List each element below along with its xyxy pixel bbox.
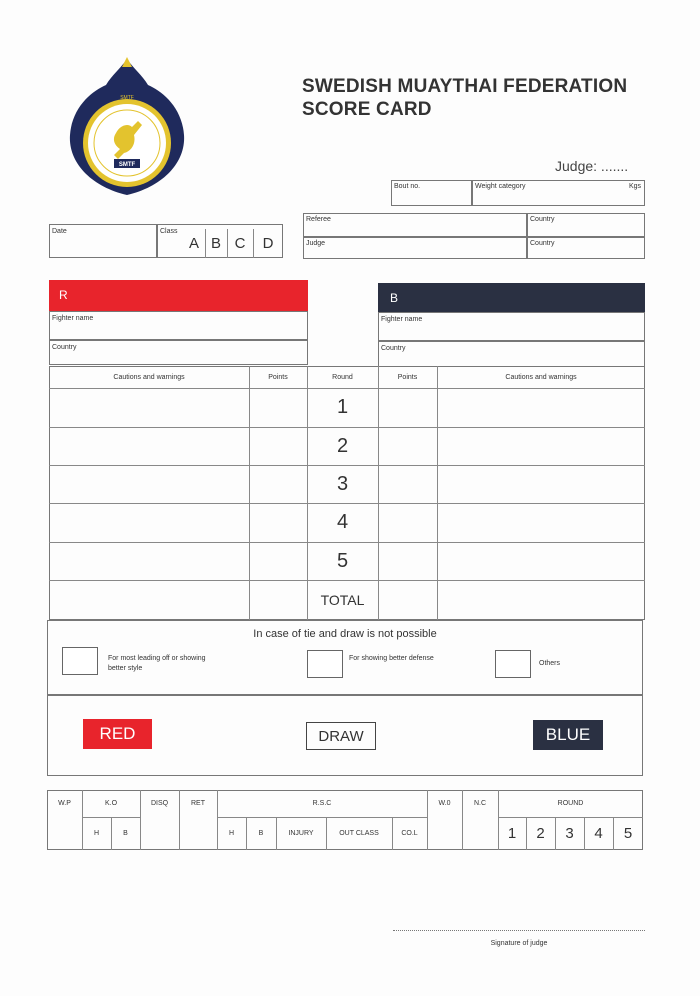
red-fighter-name-label: Fighter name bbox=[52, 315, 94, 322]
total-label: TOTAL bbox=[320, 592, 365, 608]
svg-text:SMTF: SMTF bbox=[120, 95, 134, 101]
outcome-wo[interactable]: W.0 bbox=[438, 800, 451, 807]
left-cautions-header: Cautions and warnings bbox=[113, 373, 185, 381]
weight-category-field[interactable] bbox=[472, 180, 645, 206]
red-fighter-name-field[interactable] bbox=[49, 311, 308, 340]
tie-option-defense-label: For showing better defense bbox=[349, 655, 434, 662]
bout-no-label: Bout no. bbox=[394, 183, 421, 190]
rsc-head[interactable]: H bbox=[228, 830, 235, 837]
round-1: 1 bbox=[336, 396, 349, 418]
federation-logo bbox=[62, 55, 192, 197]
blue-fighter-name-field[interactable] bbox=[378, 312, 645, 341]
tie-option-style-label: For most leading off or showing better style bbox=[108, 655, 206, 672]
outcome-nc[interactable]: N.C bbox=[473, 800, 487, 807]
outcome-ret[interactable]: RET bbox=[191, 800, 205, 807]
class-label: Class bbox=[160, 228, 178, 235]
red-country-label: Country bbox=[52, 344, 77, 351]
referee-country-label: Country bbox=[530, 216, 555, 223]
tie-option-others-label: Others bbox=[539, 660, 561, 667]
red-corner-header bbox=[49, 280, 308, 311]
class-option-b[interactable]: B bbox=[210, 235, 221, 252]
left-points-header: Points bbox=[268, 373, 288, 381]
referee-country-field[interactable] bbox=[527, 213, 645, 237]
bout-no-field[interactable] bbox=[391, 180, 472, 206]
round-5: 5 bbox=[336, 549, 349, 572]
ko-head[interactable]: H bbox=[93, 830, 100, 837]
blue-country-label: Country bbox=[381, 345, 406, 352]
signature-line[interactable] bbox=[393, 930, 645, 931]
right-cautions-header: Cautions and warnings bbox=[505, 373, 577, 381]
result-draw-button[interactable]: DRAW bbox=[306, 722, 376, 750]
class-option-d[interactable]: D bbox=[262, 235, 274, 252]
tie-title: In case of tie and draw is not possible bbox=[253, 628, 437, 640]
judge-field[interactable] bbox=[303, 237, 527, 259]
blue-fighter-name-label: Fighter name bbox=[381, 316, 423, 323]
blue-corner-header bbox=[378, 283, 645, 312]
tie-option-defense-checkbox[interactable] bbox=[307, 650, 343, 678]
class-option-c[interactable]: C bbox=[234, 235, 246, 252]
rsc-body[interactable]: B bbox=[258, 830, 264, 837]
result-blue-button[interactable]: BLUE bbox=[533, 720, 603, 750]
round-3: 3 bbox=[336, 472, 349, 495]
tie-option-style-checkbox[interactable] bbox=[62, 647, 98, 675]
date-label: Date bbox=[52, 228, 67, 235]
card-title-line2: SCORE CARD bbox=[302, 99, 432, 120]
card-title-line1: SWEDISH MUAYTHAI FEDERATION bbox=[302, 76, 628, 97]
blue-country-field[interactable] bbox=[378, 341, 645, 367]
weight-category-label: Weight category bbox=[475, 183, 526, 190]
class-option-a[interactable]: A bbox=[188, 235, 199, 252]
kgs-label: Kgs bbox=[628, 183, 641, 190]
round-option-5[interactable]: 5 bbox=[623, 825, 633, 842]
rsc-col[interactable]: CO.L bbox=[401, 830, 418, 837]
round-4: 4 bbox=[336, 511, 349, 533]
judge-label: Judge: ....... bbox=[555, 158, 629, 174]
svg-text:SMTF: SMTF bbox=[118, 162, 136, 168]
referee-label: Referee bbox=[306, 216, 331, 223]
referee-field[interactable] bbox=[303, 213, 527, 237]
outcome-ko: K.O bbox=[104, 800, 118, 807]
round-option-1[interactable]: 1 bbox=[507, 825, 517, 842]
date-field[interactable] bbox=[49, 224, 157, 258]
right-points-header: Points bbox=[397, 373, 418, 381]
round-2: 2 bbox=[336, 434, 349, 457]
outcome-rsc: R.S.C bbox=[312, 800, 332, 807]
outcome-round: ROUND bbox=[557, 800, 584, 807]
round-option-3[interactable]: 3 bbox=[565, 825, 574, 842]
result-red-button[interactable]: RED bbox=[83, 719, 152, 749]
round-option-4[interactable]: 4 bbox=[594, 825, 603, 842]
red-country-field[interactable] bbox=[49, 340, 308, 365]
blue-corner-label: B bbox=[390, 291, 399, 305]
rsc-injury[interactable]: INJURY bbox=[288, 830, 314, 837]
rsc-outclass[interactable]: OUT CLASS bbox=[339, 830, 379, 837]
red-corner-label: R bbox=[59, 288, 68, 302]
outcome-wp[interactable]: W.P bbox=[58, 800, 71, 807]
judge-country-label: Country bbox=[530, 240, 555, 247]
ko-body[interactable]: B bbox=[123, 830, 128, 837]
judge-country-field[interactable] bbox=[527, 237, 645, 259]
round-option-2[interactable]: 2 bbox=[536, 825, 545, 842]
judge-field-label: Judge bbox=[306, 240, 326, 247]
tie-option-others-checkbox[interactable] bbox=[495, 650, 531, 678]
outcome-disq[interactable]: DISQ bbox=[150, 800, 169, 807]
round-header: Round bbox=[332, 373, 353, 381]
signature-label: Signature of judge bbox=[490, 940, 548, 947]
